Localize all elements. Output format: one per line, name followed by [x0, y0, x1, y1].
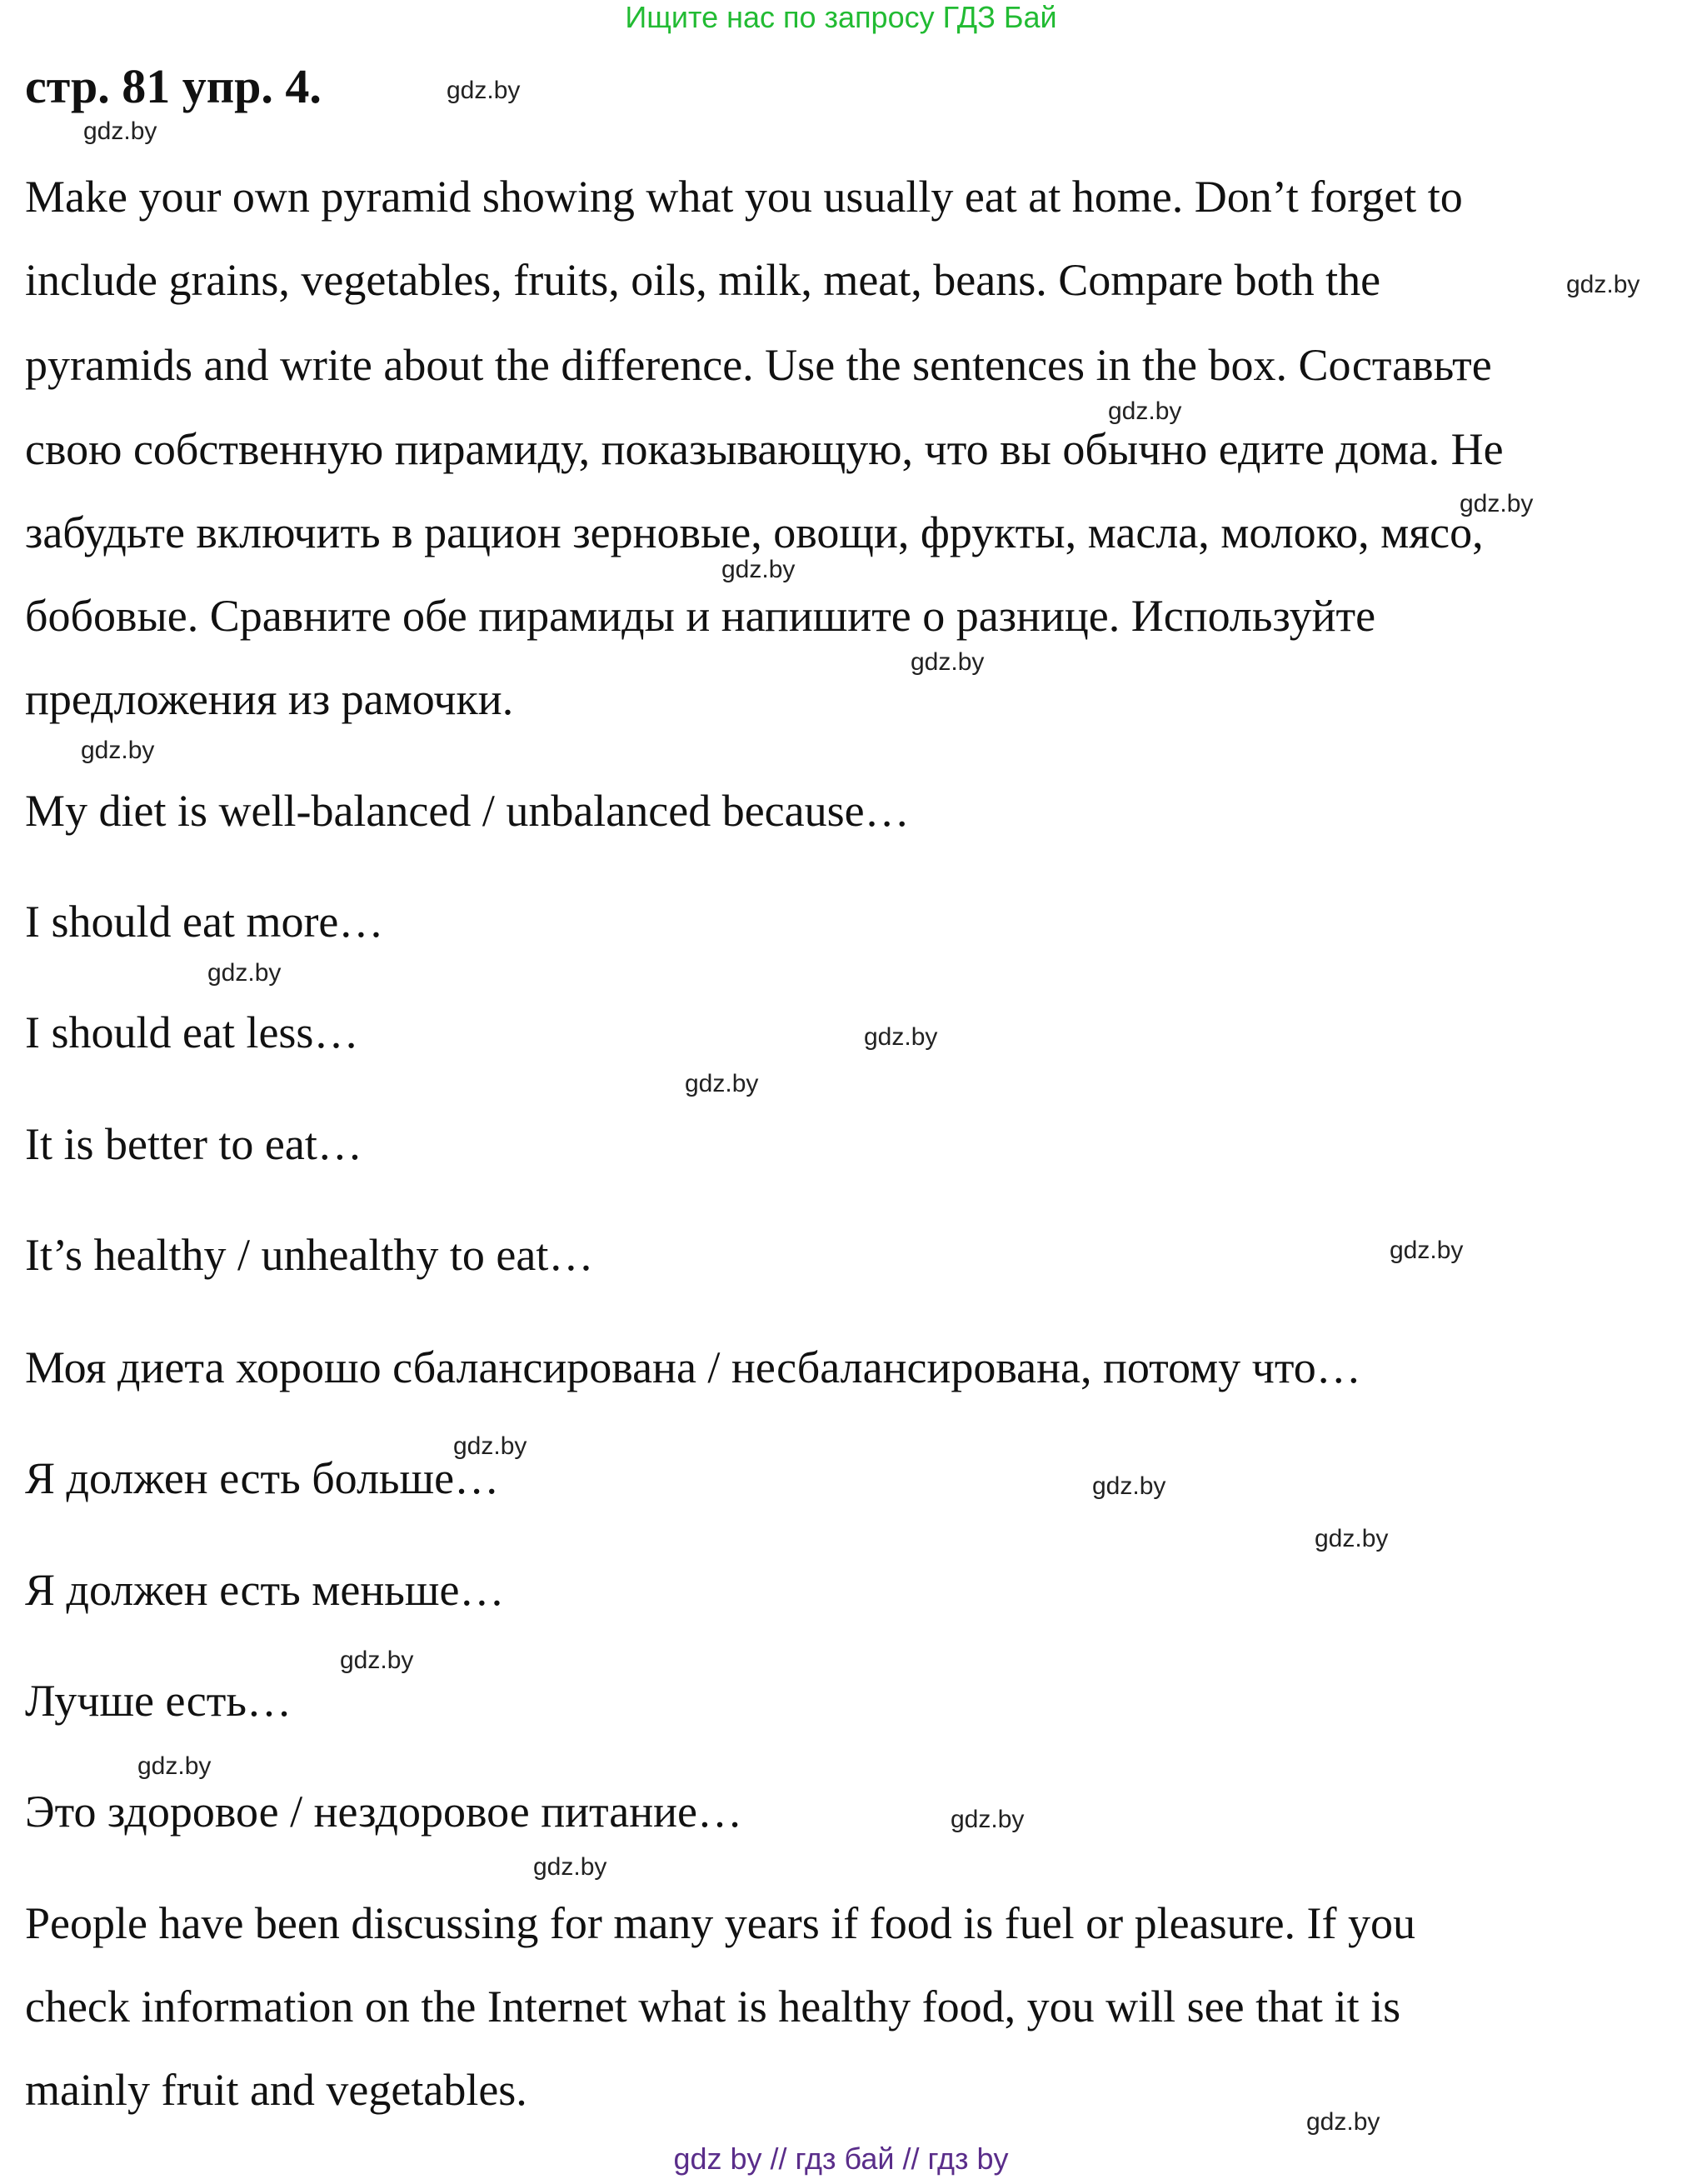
phrase-en-3: I should eat less… [25, 1007, 359, 1057]
watermark: gdz.by [721, 556, 796, 583]
watermark: gdz.by [685, 1070, 759, 1097]
watermark: gdz.by [951, 1806, 1025, 1833]
watermark: gdz.by [533, 1853, 607, 1881]
phrase-ru-4: Лучше есть… [25, 1676, 292, 1726]
watermark: gdz.by [864, 1023, 938, 1051]
task-en-line-3-text: pyramids and write about the difference. Use the sentences in the box. [25, 340, 1288, 390]
watermark: gdz.by [1566, 271, 1640, 298]
watermark: gdz.by [137, 1752, 212, 1780]
phrase-en-5: It’s healthy / unhealthy to eat… [25, 1230, 594, 1280]
watermark: gdz.by [81, 737, 155, 764]
phrase-en-4: It is better to eat… [25, 1119, 362, 1169]
watermark: gdz.by [1306, 2108, 1380, 2136]
page-title: стр. 81 упр. 4. [25, 59, 322, 113]
watermark: gdz.by [207, 959, 282, 987]
closing-line-1: People have been discussing for many years if food is fuel or pleasure. If you [25, 1898, 1416, 1948]
phrase-ru-3: Я должен есть меньше… [25, 1565, 505, 1615]
watermark: gdz.by [447, 77, 521, 104]
watermark: gdz.by [1390, 1237, 1464, 1264]
watermark: gdz.by [911, 648, 985, 676]
phrase-ru-1: Моя диета хорошо сбалансирована / несбалансирована, потому что… [25, 1342, 1361, 1392]
task-en-line-2: include grains, vegetables, fruits, oils, milk, meat, beans. Compare both the [25, 255, 1381, 305]
top-banner[interactable]: Ищите нас по запросу ГДЗ Бай [625, 0, 1057, 34]
task-en-line-3 [25, 339, 1492, 391]
watermark: gdz.by [83, 117, 157, 145]
phrase-ru-2: Я должен есть больше… [25, 1453, 500, 1503]
footer-links[interactable]: gdz by // гдз бай // гдз by [673, 2142, 1009, 2176]
watermark: gdz.by [1315, 1525, 1389, 1552]
phrase-en-1: My diet is well-balanced / unbalanced because… [25, 786, 910, 836]
watermark: gdz.by [340, 1647, 414, 1674]
watermark: gdz.by [1460, 490, 1534, 517]
task-ru-line-3-tail: Составьте [1298, 340, 1492, 390]
closing-line-3: mainly fruit and vegetables. [25, 2065, 527, 2115]
closing-line-2: check information on the Internet what is healthy food, you will see that it is [25, 1982, 1401, 2032]
watermark: gdz.by [453, 1432, 527, 1460]
task-ru-line-5: забудьте включить в рацион зерновые, овощи, фрукты, масла, молоко, мясо, [25, 507, 1484, 557]
task-ru-line-7: предложения из рамочки. [25, 674, 514, 724]
phrase-ru-5: Это здоровое / нездоровое питание… [25, 1787, 743, 1837]
task-en-line-1: Make your own pyramid showing what you usually eat at home. Don’t forget to [25, 172, 1463, 222]
task-ru-line-4: свою собственную пирамиду, показывающую, что вы обычно едите дома. Не [25, 424, 1504, 474]
watermark: gdz.by [1108, 397, 1182, 425]
watermark: gdz.by [1092, 1472, 1166, 1500]
phrase-en-2: I should eat more… [25, 897, 384, 947]
task-ru-line-6: бобовые. Сравните обе пирамиды и напишите о разнице. Используйте [25, 591, 1376, 641]
